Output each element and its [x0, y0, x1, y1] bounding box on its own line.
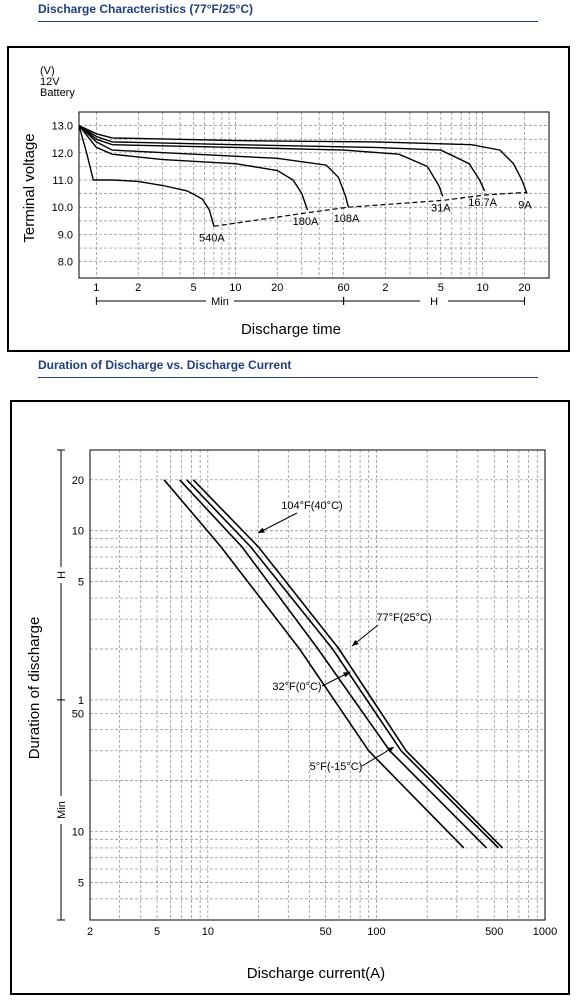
min-range-label: Min [211, 296, 229, 308]
y-axis-title: Duration of discharge [26, 616, 43, 760]
series-label: 108A [333, 213, 360, 226]
series-label: 16.7A [468, 196, 498, 209]
x-tick-label: 5 [154, 926, 161, 938]
y-tick-label-hours: 20 [71, 474, 84, 487]
x-tick-label: 20 [518, 282, 531, 294]
x-tick-label: 10 [229, 282, 242, 294]
x-tick-label: 5 [190, 282, 197, 294]
series-label: 180A [292, 215, 319, 228]
y-tick-label-hours: 10 [71, 525, 84, 538]
duration-section-title: Duration of Discharge vs. Discharge Current [38, 358, 292, 372]
hours-range-label: H [56, 570, 68, 579]
x-tick-label: 20 [271, 282, 284, 294]
y-tick-label-minutes: 5 [77, 877, 84, 890]
duration-curve [187, 480, 499, 848]
minutes-range-label: Min [56, 801, 68, 819]
x-tick-label: 100 [367, 926, 386, 938]
x-tick-label: 2 [135, 282, 142, 294]
x-tick-label: 1 [93, 282, 100, 294]
series-label: 9A [518, 199, 532, 212]
series-callout-label: 77°F(25°C) [376, 612, 432, 624]
x-tick-label: 10 [201, 926, 214, 938]
y-tick-label-hours: 1 [77, 694, 84, 707]
x-axis-title: Discharge time [240, 321, 342, 338]
series-label: 540A [199, 232, 225, 245]
duration-curve [164, 480, 464, 848]
unit-label: Battery [40, 87, 75, 99]
x-tick-label: 50 [319, 926, 332, 938]
duration-curve [180, 480, 487, 848]
y-tick-label: 13.0 [51, 120, 73, 133]
y-axis-title: Terminal voltage [21, 133, 38, 243]
y-tick-label: 12.0 [51, 147, 73, 160]
y-tick-label: 9.0 [57, 229, 73, 242]
series-callout-label: 104°F(40°C) [281, 500, 343, 512]
x-tick-label: 500 [485, 926, 504, 938]
x-tick-label: 5 [437, 282, 444, 294]
y-tick-label: 8.0 [57, 256, 73, 269]
x-tick-label: 1000 [532, 926, 558, 938]
series-callout-label: 32°F(0°C) [272, 681, 322, 693]
y-tick-label: 10.0 [51, 202, 73, 215]
y-tick-label-minutes: 50 [71, 708, 84, 721]
unit-label: 12V [40, 76, 60, 88]
y-tick-label-minutes: 10 [71, 826, 84, 839]
x-tick-label: 2 [86, 926, 94, 938]
x-tick-label: 2 [382, 282, 389, 294]
x-axis-title: Discharge current(A) [246, 965, 386, 982]
x-tick-label: 10 [476, 282, 489, 294]
y-tick-label: 11.0 [52, 175, 73, 188]
x-tick-label: 60 [337, 282, 350, 294]
unit-label: (V) [40, 65, 55, 77]
hour-range-label: H [430, 296, 439, 308]
series-label: 31A [430, 202, 451, 215]
series-callout-label: 5°F(-15°C) [309, 761, 363, 773]
callout-leader [258, 513, 297, 533]
discharge-section-title: Discharge Characteristics (77°F/25°C) [38, 2, 254, 16]
y-tick-label-hours: 5 [77, 576, 84, 589]
